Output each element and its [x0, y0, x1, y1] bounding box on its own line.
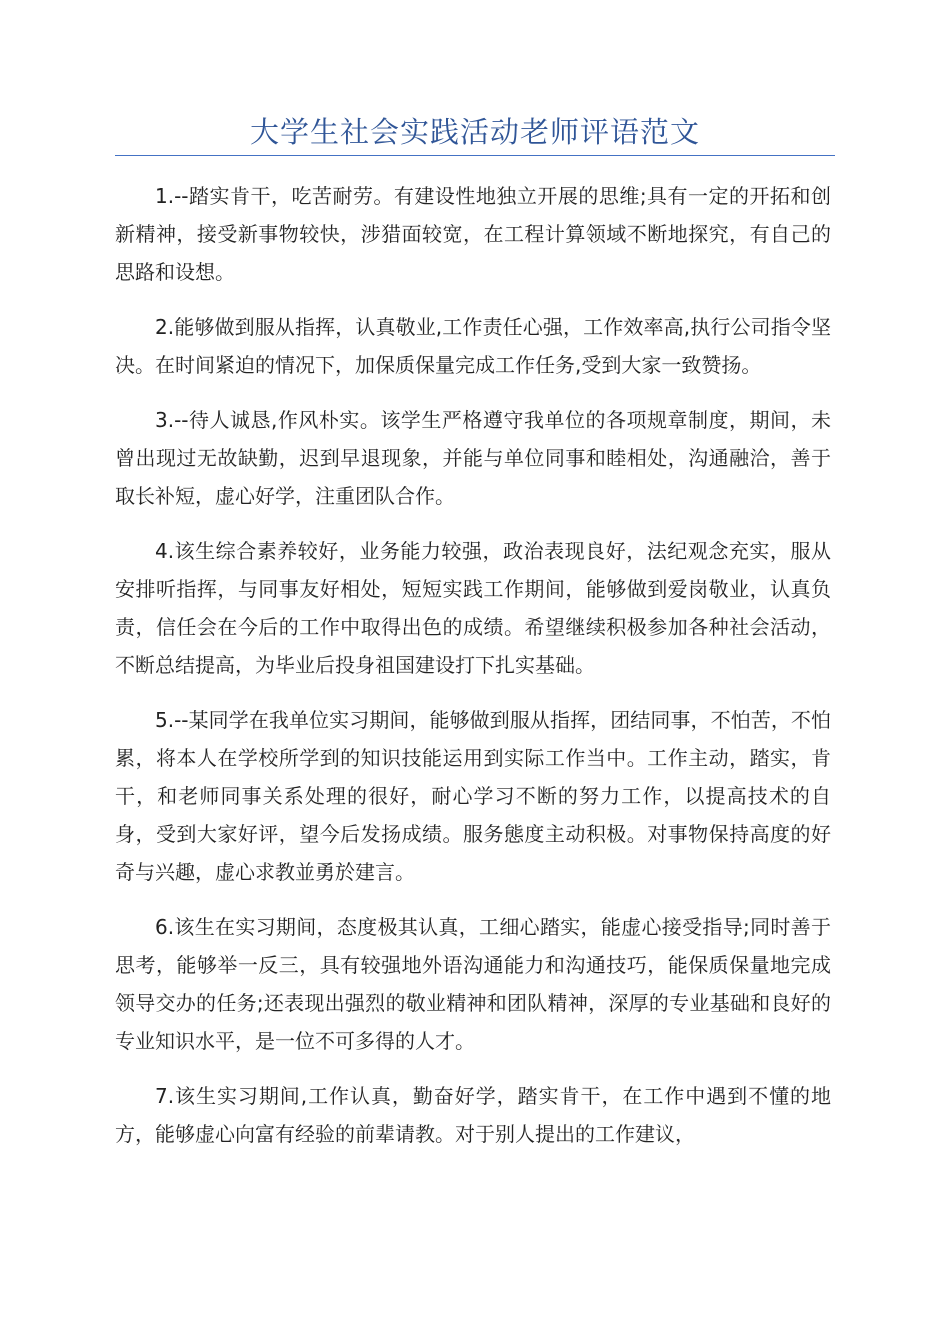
paragraph-1: 1.--踏实肯干，吃苦耐劳。有建设性地独立开展的思维;具有一定的开拓和创新精神，接受新事物较快，涉猎面较宽，在工程计算领域不断地探究，有自己的思路和设想。 — [115, 184, 831, 284]
paragraph-5: 5.--某同学在我单位实习期间，能够做到服从指挥，团结同事，不怕苦，不怕累，将本人在学校所学到的知识技能运用到实际工作当中。工作主动，踏实，肯干，和老师同事关系处理的很好，耐心学习不断的努力工作，以提高技术的自身，受到大家好评，望今后发扬成绩。服务態度主动积极。对事物保持高度的好奇与兴趣，虚心求教並勇於建言。 — [115, 708, 831, 884]
paragraph-7: 7.该生实习期间,工作认真，勤奋好学，踏实肯干，在工作中遇到不懂的地方，能够虚心向富有经验的前辈请教。对于别人提出的工作建议， — [115, 1084, 831, 1146]
paragraph-2: 2.能够做到服从指挥，认真敬业,工作责任心强，工作效率高,执行公司指令坚决。在时间紧迫的情况下，加保质保量完成工作任务,受到大家一致赞扬。 — [115, 315, 831, 377]
document-title: 大学生社会实践活动老师评语范文 — [249, 115, 700, 149]
paragraph-3: 3.--待人诚恳,作风朴实。该学生严格遵守我单位的各项规章制度，期间，未曾出现过无故缺勤，迟到早退现象，并能与单位同事和睦相处，沟通融洽，善于取长补短，虚心好学，注重团队合作。 — [115, 408, 831, 508]
paragraph-6: 6.该生在实习期间，态度极其认真，工细心踏实，能虚心接受指导;同时善于思考，能够举一反三，具有较强地外语沟通能力和沟通技巧，能保质保量地完成领导交办的任务;还表现出强烈的敬业精神和团队精神，深厚的专业基础和良好的专业知识水平，是一位不可多得的人才。 — [115, 915, 831, 1053]
document-body — [115, 177, 831, 1170]
paragraph-4: 4.该生综合素养较好，业务能力较强，政治表现良好，法纪观念充实，服从安排听指挥，与同事友好相处，短短实践工作期间，能够做到爱岗敬业，认真负责，信任会在今后的工作中取得出色的成绩。希望继续积极参加各种社会活动，不断总结提高，为毕业后投身祖国建设打下扎实基础。 — [115, 539, 831, 677]
title-underline — [115, 155, 835, 156]
